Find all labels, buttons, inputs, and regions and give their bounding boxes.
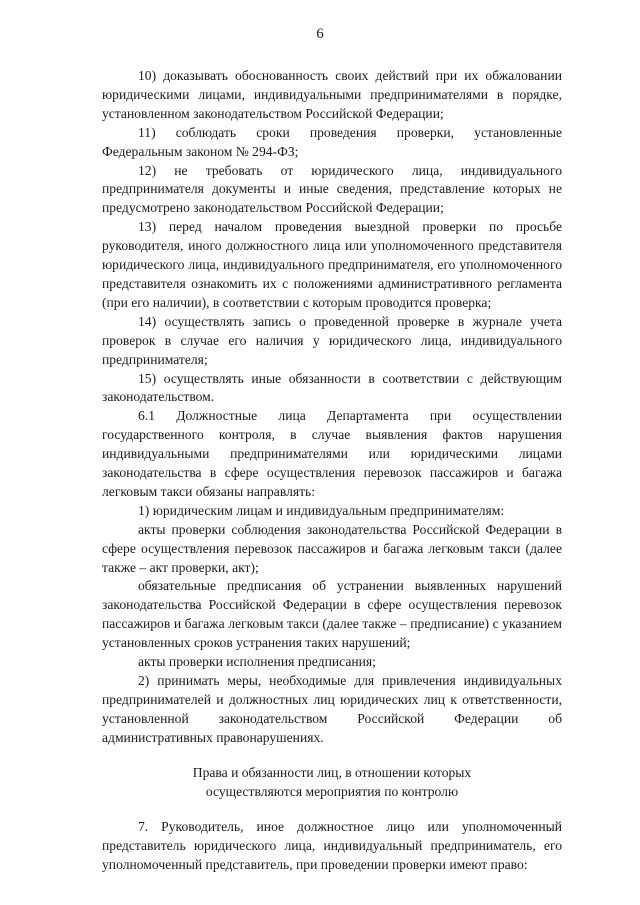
section-heading-line-1: Права и обязанности лиц, в отношении которых	[192, 764, 472, 780]
paragraph-item-14: 14) осуществлять запись о проведенной проверке в журнале учета проверок в случае его наличия у юридического лица, индивидуального предпринимателя;	[102, 313, 562, 367]
paragraph-inspection-acts: акты проверки соблюдения законодательства Российской Федерации в сфере осуществления перевозок пассажиров и багажа легковым такси (далее также – акт проверки, акт);	[102, 521, 562, 575]
document-body	[102, 67, 562, 875]
paragraph-6-1: 6.1 Должностные лица Департамента при осуществлении государственного контроля, в случае выявления фактов нарушения индивидуальными предпринимателями или юридическими лицами законодательства в сфере осуществления перевозок пассажиров и багажа легковым такси обязаны направлять:	[102, 408, 562, 499]
paragraph-subitem-2: 2) принимать меры, необходимые для привлечения индивидуальных предпринимателей и должностных лиц юридических лиц к ответственности, установленной законодательством Российской Федерации об административных правонарушениях.	[102, 673, 562, 745]
paragraph-subitem-1: 1) юридическим лицам и индивидуальным предпринимателям:	[138, 502, 505, 518]
section-heading-line-2: осуществляются мероприятия по контролю	[205, 783, 459, 799]
paragraph-mandatory-orders: обязательные предписания об устранении выявленных нарушений законодательства Российской Федерации в сфере осуществления перевозок пассажиров и багажа легковым такси (далее также – предписание) с указанием установленных сроков устранения таких нарушений;	[102, 578, 562, 651]
paragraph-item-11: 11) соблюдать сроки проведения проверки, установленные Федеральным законом № 294-ФЗ;	[102, 124, 562, 159]
page-number: 6	[316, 26, 324, 42]
section-heading	[102, 764, 562, 802]
paragraph-item-15: 15) осуществлять иные обязанности в соответствии с действующим законодательством.	[102, 370, 562, 405]
paragraph-7: 7. Руководитель, иное должностное лицо или уполномоченный представитель юридического лица, индивидуальный предприниматель, его уполномоченный представитель, при проведении проверки имеют право:	[102, 819, 562, 873]
paragraph-item-13: 13) перед началом проведения выездной проверки по просьбе руководителя, иного должностного лица или уполномоченного представителя юридического лица, индивидуального предпринимателя, его уполномоченного представителя ознакомить их с положениями административного регламента (при его наличии), в соответствии с которым проводится проверка;	[102, 219, 562, 310]
paragraph-item-12: 12) не требовать от юридического лица, индивидуального предпринимателя документы и иные сведения, представление которых не предусмотрено законодательством Российской Федерации;	[102, 162, 562, 216]
paragraph-execution-acts: акты проверки исполнения предписания;	[138, 654, 376, 670]
paragraph-item-10: 10) доказывать обоснованность своих действий при их обжаловании юридическими лицами, индивидуальными предпринимателями в порядке, установленном законодательством Российской Федерации;	[102, 68, 562, 121]
